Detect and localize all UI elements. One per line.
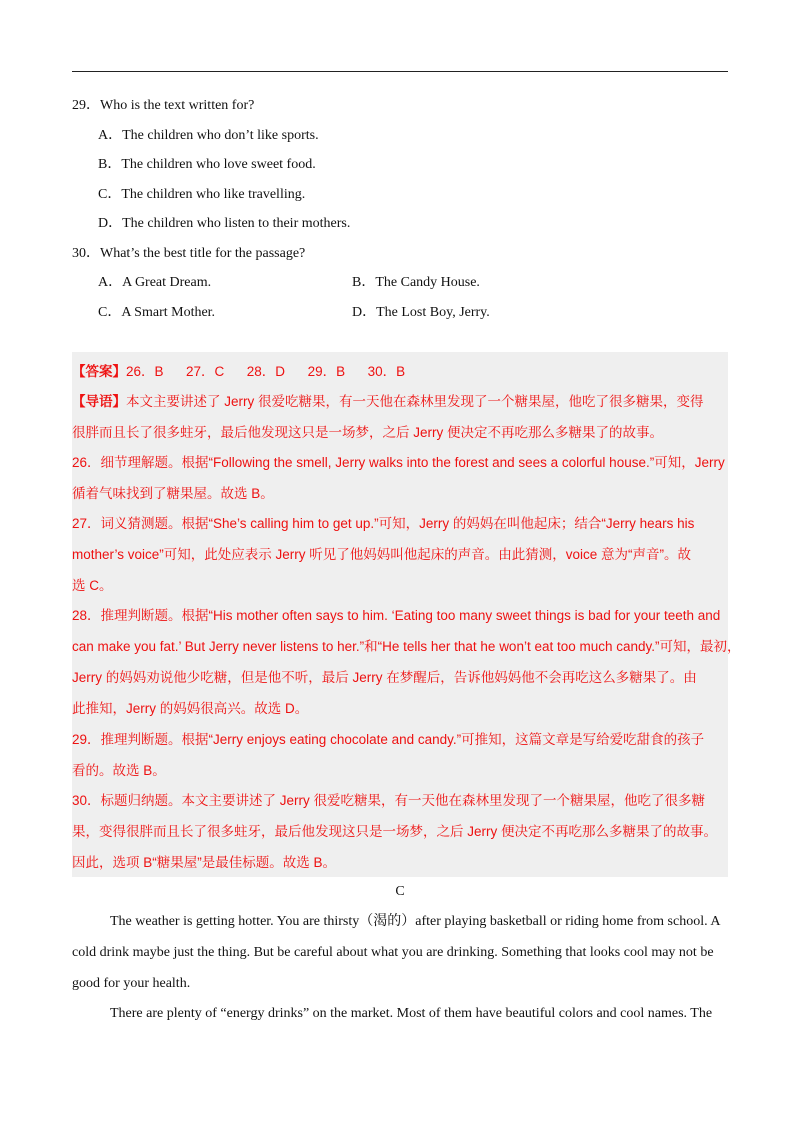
explanation-line: 30．标题归纳题。本文主要讲述了 Jerry 很爱吃糖果，有一天他在森林里发现了一个糖果屋，他吃了很多糖 bbox=[72, 793, 706, 808]
explanation-line: 很胖而且长了很多蛀牙，最后他发现这只是一场梦，之后 Jerry 便决定不再吃那么多糖果了的故事。 bbox=[72, 425, 663, 440]
explanation-line: 27．词义猜测题。根据“She’s calling him to get up.”可知，Jerry 的妈妈在叫他起床；结合“Jerry hears his bbox=[72, 516, 695, 531]
answer-key-line bbox=[72, 363, 405, 381]
explanation-line: 29．推理判断题。根据“Jerry enjoys eating chocolate and candy.”可推知，这篇文章是写给爱吃甜食的孩子 bbox=[72, 732, 705, 747]
explanation-line: Jerry 的妈妈劝说他少吃糖，但是他不听，最后 Jerry 在梦醒后，告诉他妈妈他不会再吃这么多糖果了。由 bbox=[72, 670, 697, 685]
question-30-option-d: D．The Lost Boy, Jerry. bbox=[352, 305, 490, 320]
question-29-option-a: A．The children who don’t like sports. bbox=[98, 128, 319, 143]
guide-line-1: 本文主要讲述了 Jerry 很爱吃糖果，有一天他在森林里发现了一个糖果屋，他吃了很多糖果，变得 bbox=[126, 394, 704, 409]
question-29-option-c: C．The children who like travelling. bbox=[98, 187, 306, 202]
explanation-line: 看的。故选 B。 bbox=[72, 763, 166, 778]
question-29-option-b: B．The children who love sweet food. bbox=[98, 157, 316, 172]
explanation-line: 26．细节理解题。根据“Following the smell, Jerry walks into the forest and sees a colorful house.”可知，Jerry bbox=[72, 455, 725, 470]
question-30-stem: 30．What’s the best title for the passage? bbox=[72, 246, 306, 261]
explanation-line: 28．推理判断题。根据“His mother often says to him. ‘Eating too many sweet things is bad for your teeth and bbox=[72, 608, 721, 623]
answer-values: 26．B 27．C 28．D 29．B 30．B bbox=[126, 364, 406, 379]
passage-line: cold drink maybe just the thing. But be careful about what you are drinking. Something that looks cool may not be bbox=[72, 945, 714, 960]
header-rule bbox=[72, 71, 728, 72]
explanation-line: can make you fat.’ But Jerry never listens to her.”和“He tells her that he won’t eat too much candy.”可知，最初， bbox=[72, 639, 741, 654]
question-30-option-c: C．A Smart Mother. bbox=[98, 305, 216, 320]
question-29-stem: 29．Who is the text written for? bbox=[72, 98, 255, 113]
explanation-line: 选 C。 bbox=[72, 578, 113, 593]
explanation-line: 因此，选项 B“糖果屋”是最佳标题。故选 B。 bbox=[72, 855, 337, 870]
explanation-line: mother’s voice”可知，此处应表示 Jerry 听见了他妈妈叫他起床的声音。由此猜测，voice 意为“声音”。故 bbox=[72, 547, 692, 562]
passage-line: good for your health. bbox=[72, 976, 191, 991]
explanation-line: 果，变得很胖而且长了很多蛀牙，最后他发现这只是一场梦，之后 Jerry 便决定不再吃那么多糖果了的故事。 bbox=[72, 824, 717, 839]
guide-line bbox=[72, 393, 704, 411]
question-29-option-d: D．The children who listen to their mothers. bbox=[98, 216, 351, 231]
passage-line: The weather is getting hotter. You are thirsty（渴的）after playing basketball or riding home from school. A bbox=[110, 914, 721, 929]
guide-label: 【导语】 bbox=[72, 394, 126, 409]
explanation-line: 此推知，Jerry 的妈妈很高兴。故选 D。 bbox=[72, 701, 309, 716]
passage-line: There are plenty of “energy drinks” on the market. Most of them have beautiful colors and cool names. The bbox=[110, 1006, 713, 1021]
passage-heading: C bbox=[395, 884, 405, 899]
question-30-option-a: A．A Great Dream. bbox=[98, 275, 212, 290]
question-30-option-b: B．The Candy House. bbox=[352, 275, 480, 290]
answer-label: 【答案】 bbox=[72, 364, 126, 379]
explanation-line: 循着气味找到了糖果屋。故选 B。 bbox=[72, 486, 274, 501]
